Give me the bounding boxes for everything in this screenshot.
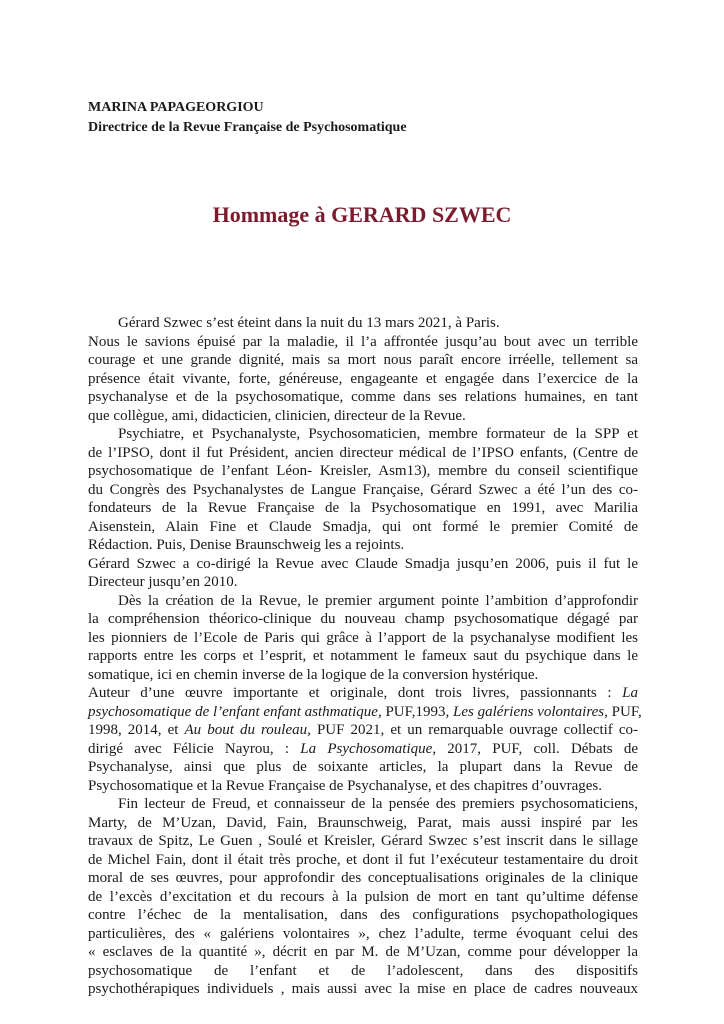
paragraph-line: psychanalyse et de la psychosomatique, comme dans ses relations humaines, en tant xyxy=(88,389,638,405)
book-title: La Psychosomatique xyxy=(300,740,433,757)
author-block xyxy=(88,98,407,138)
paragraph-line: psychothérapiques individuels , mais aussi avec la mise en place de cadres nouveaux xyxy=(88,981,638,997)
paragraph-line: Aisenstein, Alain Fine et Claude Smadja, qui ont formé le premier Comité de xyxy=(88,518,638,535)
paragraph-line: contre l’échec de la mentalisation, dans des configurations psychopathologiques xyxy=(88,907,638,923)
paragraph-line: Gérard Szwec s’est éteint dans la nuit du 13 mars 2021, à Paris. xyxy=(118,315,500,331)
paragraph-line: rapports entre les corps et l’esprit, et notamment le fameux saut du psychique dans le xyxy=(88,648,638,664)
text-run: , PUF, xyxy=(604,703,642,720)
text-run: dirigé avec Félicie Nayrou, : xyxy=(88,740,290,757)
paragraph-line xyxy=(88,740,638,759)
paragraph-line xyxy=(88,703,642,722)
paragraph-line xyxy=(88,721,638,740)
paragraph-line: Dès la création de la Revue, le premier argument pointe l’ambition d’approfondir xyxy=(118,592,638,609)
paragraph-line: la compréhension théorico-clinique du nouveau champ psychosomatique dégagé par xyxy=(88,611,638,627)
page-title: Hommage à GERARD SZWEC xyxy=(212,202,512,227)
paragraph-line: de Michel Fain, dont il était très proche, et dont il fut l’exécuteur testamentaire du droit xyxy=(88,851,638,868)
paragraph-line: Psychiatre, et Psychanalyste, Psychosomaticien, membre formateur de la SPP et xyxy=(118,426,638,442)
paragraph-line: de l’IPSO, dont il fut Président, ancien directeur médical de l’IPSO enfants, (Centre de xyxy=(88,444,638,461)
paragraph-line: Gérard Szwec a co-dirigé la Revue avec Claude Smadja jusqu’en 2006, puis il fut le xyxy=(88,555,638,572)
text-run: Auteur d’une œuvre importante et originale, dont trois livres, passionnants : xyxy=(88,685,612,701)
author-name: MARINA PAPAGEORGIOU xyxy=(88,100,264,115)
paragraph-line: travaux de Spitz, Le Guen , Soulé et Kreisler, Gérard Swzec s’est inscrit dans le sillage xyxy=(88,833,638,849)
text-run: 1998, 2014, et xyxy=(88,722,179,738)
book-title: psychosomatique de l’enfant enfant asthmatique xyxy=(88,703,378,720)
paragraph-line: Directeur jusqu’en 2010. xyxy=(88,574,238,590)
paragraph-line: les pionniers de l’Ecole de Paris qui grâce à l’apport de la psychanalyse modifient les xyxy=(88,629,638,646)
text-run: , 2017, PUF, coll. Débats de xyxy=(432,740,639,757)
body-text xyxy=(88,314,642,999)
paragraph-line: psychosomatique de l’enfant Léon- Kreisler, Asm13), membre du conseil scientifique xyxy=(88,463,638,479)
paragraph-line: fondateurs de la Revue Française de la Psychosomatique en 1991, avec Marilia xyxy=(88,500,638,516)
author-role: Directrice de la Revue Française de Psychosomatique xyxy=(88,120,407,135)
text-run: , PUF,1993, xyxy=(377,703,450,720)
book-title: La xyxy=(622,685,639,701)
paragraph-line: Marty, de M’Uzan, David, Fain, Braunschweig, Parat, mais aussi inspiré par les xyxy=(88,814,638,831)
text-run: PUF 2021, et un remarquable ouvrage collectif co- xyxy=(316,722,639,738)
paragraph-line: Rédaction. Puis, Denise Braunschweig les a rejoints. xyxy=(88,537,405,553)
paragraph-line: « esclaves de la quantité », décrit en par M. de M’Uzan, comme pour développer la xyxy=(88,944,638,960)
paragraph-line: psychosomatique de l’enfant et de l’adolescent, dans des dispositifs xyxy=(88,962,638,979)
paragraph-line: courage et une grande dignité, mais sa mort nous paraît encore irréelle, tellement sa xyxy=(88,352,638,368)
book-title: Au bout du rouleau, xyxy=(184,722,311,738)
paragraph-line: somatique, ici en chemin inverse de la logique de la conversion hystérique. xyxy=(88,666,539,683)
book-title: Les galériens volontaires xyxy=(453,703,605,720)
paragraph-line: Psychanalyse, ainsi que plus de soixante articles, la plupart dans la Revue de xyxy=(88,759,638,775)
paragraph-line: Fin lecteur de Freud, et connaisseur de la pensée des premiers psychosomaticiens, xyxy=(118,796,638,812)
paragraph-line: que collègue, ami, didacticien, clinicien, directeur de la Revue. xyxy=(88,407,466,424)
paragraph-line: moral de ses œuvres, pour approfondir des conceptualisations originales de la clinique xyxy=(88,870,638,886)
paragraph-line: Psychosomatique et la Revue Française de Psychanalyse, et des chapitres d’ouvrages. xyxy=(88,777,603,794)
paragraph-line: présence était vivante, forte, généreuse, engageante et engagée dans l’exercice de la xyxy=(88,370,638,387)
paragraph-line: du Congrès des Psychanalystes de Langue Française, Gérard Szwec a été l’un des co- xyxy=(88,481,638,498)
paragraph-line: de l’excès d’excitation et du recours à la pulsion de mort en tant qu’ultime défense xyxy=(88,888,638,905)
paragraph-line: Nous le savions épuisé par la maladie, il l’a affrontée jusqu’au bout avec un terrible xyxy=(88,333,638,350)
paragraph-line xyxy=(88,684,638,703)
paragraph-line: particulières, des « galériens volontaires », chez l’adulte, terme évoquant celui des xyxy=(88,925,638,942)
